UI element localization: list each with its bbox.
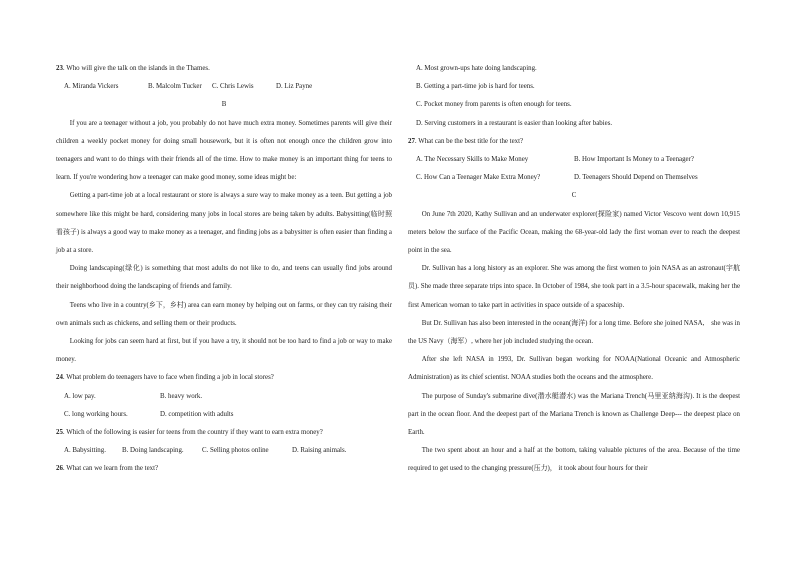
- q27-options-row-1: [408, 151, 740, 169]
- q23-option-b: B. Malcolm Tucker: [148, 83, 202, 91]
- passage-b-paragraph-2: Getting a part-time job at a local restaurant or store is always a sure way to make money as a teen. But getting a job somewhere like this might be hard, considering many jobs in local stores are being taken by adults. Babysitting(临时照看孩子) is always a good way to make money as a teenager, and finding jobs as a babysitter is often easier than finding a job at a store.: [56, 192, 392, 255]
- q27-options-row-2: [408, 169, 740, 187]
- passage-c-paragraph-6: The two spent about an hour and a half at the bottom, taking valuable pictures of the area. Because of the time required to get used to the changing pressure(压力)， it took about four hours for their: [408, 447, 740, 473]
- q27-option-d: D. Teenagers Should Depend on Themselves: [574, 174, 698, 182]
- left-column: [56, 60, 392, 479]
- q23-option-a: A. Miranda Vickers: [64, 83, 119, 91]
- q26-option-a: A. Most grown-ups hate doing landscaping.: [416, 65, 537, 72]
- section-c-heading: C: [571, 192, 577, 200]
- section-b-heading: B: [221, 101, 227, 109]
- q24-option-b: B. heavy work.: [160, 392, 203, 400]
- q25-option-a: A. Babysitting.: [64, 447, 106, 455]
- q27-option-a: A. The Necessary Skills to Make Money: [416, 156, 529, 164]
- passage-c-paragraph-2: Dr. Sullivan has a long history as an explorer. She was among the first women to join NASA as an astronaut(宇航员). She made three separate trips into space. In October of 1984, she took part in a 3.5-hour spacewalk, making her the first American woman to take part in activities in space outside of a spaceship.: [408, 265, 740, 309]
- q23-options: [56, 78, 392, 96]
- question-24: 24. What problem do teenagers have to face when finding a job in local stores?: [56, 374, 274, 382]
- question-23: 23. Who will give the talk on the islands in the Thames.: [56, 65, 210, 72]
- q25-option-d: D. Raising animals.: [292, 447, 347, 455]
- passage-b-paragraph-4: Teens who live in a country(乡下，乡村) area can earn money by helping out on farms, or they can try raising their own animals such as chickens, and selling them or their products.: [56, 301, 392, 327]
- q25-option-c: C. Selling photos online: [202, 447, 269, 455]
- question-25: 25. Which of the following is easier for teens from the country if they want to earn extra money?: [56, 429, 323, 437]
- passage-c-paragraph-4: After she left NASA in 1993, Dr. Sullivan began working for NOAA(National Oceanic and Atmospheric Administration) as its chief scientist. NOAA studies both the oceans and the atmosphere.: [408, 356, 740, 382]
- q25-option-b: B. Doing landscaping.: [122, 447, 184, 455]
- passage-b-paragraph-1: If you are a teenager without a job, you probably do not have much extra money. Sometimes parents will give their children a weekly pocket money for doing small housework, but it is often not enough once the children grow into teenagers and want to do things with their friends all of the time. How to make money is an important thing for teens to learn. If you're wondering how a teenager can make good money, some ideas might be:: [56, 119, 392, 182]
- q24-options-row-2: [56, 406, 392, 424]
- passage-b-paragraph-3: Doing landscaping(绿化) is something that most adults do not like to do, and teens can usually find jobs around their neighborhood doing the landscaping of friends and family.: [56, 265, 392, 291]
- q27-option-c: C. How Can a Teenager Make Extra Money?: [416, 174, 541, 182]
- q24-option-a: A. low pay.: [64, 392, 96, 400]
- q26-option-d: D. Serving customers in a restaurant is easier than looking after babies.: [416, 119, 613, 127]
- q25-options: [56, 442, 392, 460]
- q24-options-row-1: [56, 388, 392, 406]
- question-27: 27. What can be the best title for the text?: [408, 137, 524, 145]
- right-column: [408, 60, 740, 479]
- q23-option-d: D. Liz Payne: [276, 83, 313, 91]
- q23-option-c: C. Chris Lewis: [212, 83, 254, 91]
- q27-option-b: B. How Important Is Money to a Teenager?: [574, 156, 694, 164]
- q26-option-c: C. Pocket money from parents is often enough for teens.: [416, 101, 572, 109]
- q24-option-c: C. long working hours.: [64, 410, 128, 418]
- q26-option-b: B. Getting a part-time job is hard for teens.: [416, 83, 535, 91]
- passage-c-paragraph-3: But Dr. Sullivan has also been interested in the ocean(海洋) for a long time. Before she joined NASA, she was in the US Navy（海军）, where her job included studying the ocean.: [408, 319, 740, 346]
- passage-c-paragraph-1: On June 7th 2020, Kathy Sullivan and an underwater explorer(探险家) named Victor Vescovo went down 10,915 meters below the surface of the Pacific Ocean, making the 68-year-old lady the first woman ever to reach the deepest point in the sea.: [408, 210, 740, 255]
- q24-option-d: D. competition with adults: [160, 410, 234, 418]
- passage-b-paragraph-5: Looking for jobs can seem hard at first, but if you have a try, it should not be too hard to find a job or way to make money.: [56, 338, 392, 364]
- question-26: 26. What can we learn from the text?: [56, 465, 159, 473]
- passage-c-paragraph-5: The purpose of Sunday's submarine dive(潜水艇潜水) was the Mariana Trench(马里亚纳海沟). It is the deepest part in the ocean floor. And the deepest part of the Mariana Trench is known as Challenge Deep--- the deepest place on Earth.: [408, 392, 740, 437]
